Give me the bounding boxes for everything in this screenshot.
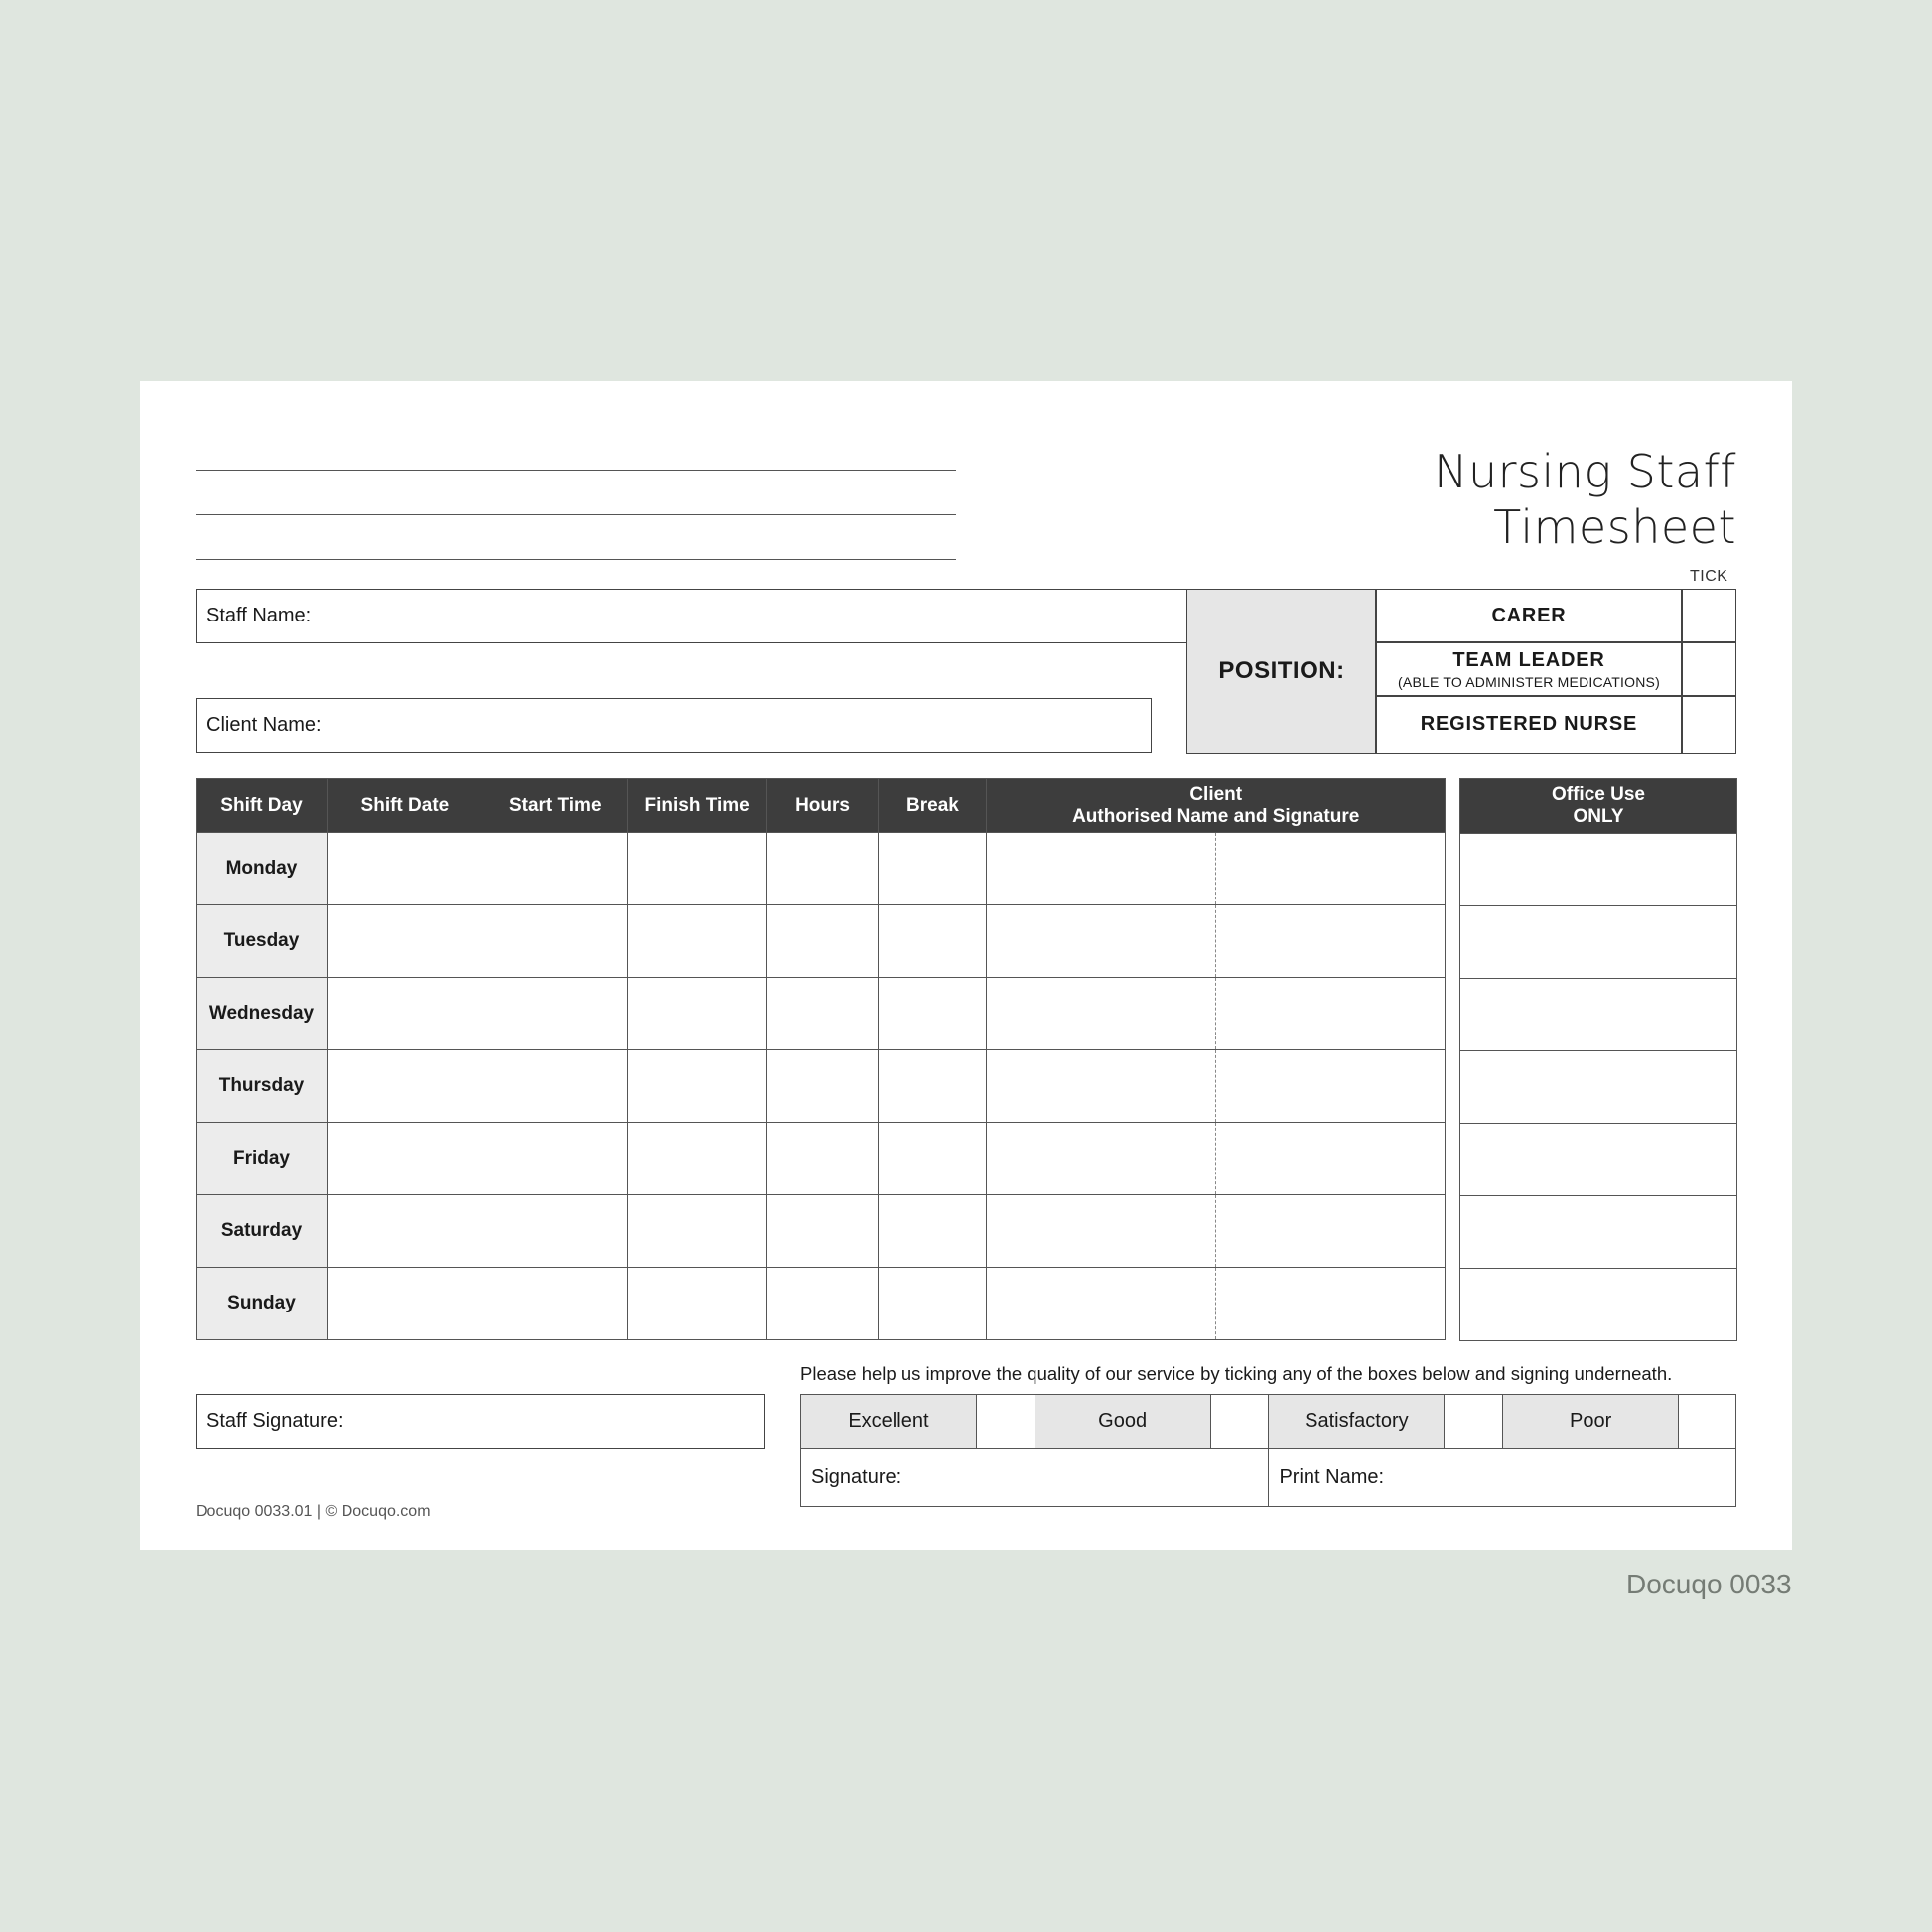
page-title-line-1: Nursing Staff <box>1434 445 1736 498</box>
office-use-header <box>1460 779 1737 834</box>
day-cell: Sunday <box>197 1268 328 1340</box>
feedback-signature-label: Signature: <box>811 1465 902 1488</box>
position-option-registered-nurse <box>1375 695 1683 754</box>
table-row <box>197 905 1446 978</box>
office-use-cell[interactable] <box>1460 1196 1737 1269</box>
office-use-cell[interactable] <box>1460 906 1737 979</box>
header-blank-line-3[interactable] <box>196 559 956 560</box>
start-time-cell[interactable] <box>483 833 627 905</box>
client-signature-cell[interactable] <box>1216 1268 1446 1340</box>
tick-box-registered-nurse[interactable] <box>1681 695 1736 754</box>
rating-table <box>800 1394 1736 1507</box>
day-cell: Wednesday <box>197 978 328 1050</box>
hours-cell[interactable] <box>766 1195 879 1268</box>
finish-time-cell[interactable] <box>627 978 766 1050</box>
shift-date-cell[interactable] <box>327 1123 483 1195</box>
office-use-cell[interactable] <box>1460 1124 1737 1196</box>
break-cell[interactable] <box>879 1050 987 1123</box>
table-row <box>197 1268 1446 1340</box>
position-option-team-leader-label: TEAM LEADER <box>1452 648 1605 671</box>
client-name-cell[interactable] <box>987 905 1216 978</box>
tick-box-carer[interactable] <box>1681 589 1736 643</box>
finish-time-cell[interactable] <box>627 833 766 905</box>
client-name-cell[interactable] <box>987 833 1216 905</box>
client-signature-cell[interactable] <box>1216 1195 1446 1268</box>
client-name-field[interactable] <box>196 698 1152 753</box>
header-client-line-1: Client <box>1189 783 1243 805</box>
header-shift-day: Shift Day <box>197 779 328 833</box>
header-finish-time: Finish Time <box>627 779 766 833</box>
finish-time-cell[interactable] <box>627 905 766 978</box>
header-shift-date: Shift Date <box>327 779 483 833</box>
rating-satisfactory-tick-box[interactable] <box>1445 1395 1503 1449</box>
header-break: Break <box>879 779 987 833</box>
position-option-team-leader-note: (ABLE TO ADMINISTER MEDICATIONS) <box>1398 673 1660 690</box>
break-cell[interactable] <box>879 978 987 1050</box>
office-use-cell[interactable] <box>1460 1269 1737 1341</box>
page-title-line-2: Timesheet <box>1493 500 1736 554</box>
office-use-header-line-2: ONLY <box>1573 806 1624 827</box>
office-use-table <box>1459 778 1737 1341</box>
start-time-cell[interactable] <box>483 905 627 978</box>
hours-cell[interactable] <box>766 978 879 1050</box>
timesheet-sheet <box>140 381 1792 1550</box>
tick-box-team-leader[interactable] <box>1681 641 1736 697</box>
shift-date-cell[interactable] <box>327 1050 483 1123</box>
position-option-team-leader <box>1375 641 1683 697</box>
office-use-cell[interactable] <box>1460 1051 1737 1124</box>
client-signature-cell[interactable] <box>1216 1123 1446 1195</box>
rating-excellent-label: Excellent <box>801 1395 977 1449</box>
office-use-cell[interactable] <box>1460 834 1737 906</box>
finish-time-cell[interactable] <box>627 1268 766 1340</box>
shift-table <box>196 778 1446 1340</box>
feedback-print-name-label: Print Name: <box>1279 1465 1385 1488</box>
hours-cell[interactable] <box>766 1050 879 1123</box>
staff-signature-field[interactable] <box>196 1394 765 1449</box>
header-hours: Hours <box>766 779 879 833</box>
position-option-carer <box>1375 589 1683 643</box>
position-label <box>1186 589 1377 754</box>
break-cell[interactable] <box>879 833 987 905</box>
rating-poor-tick-box[interactable] <box>1679 1395 1736 1449</box>
hours-cell[interactable] <box>766 1123 879 1195</box>
header-client-authorisation <box>987 779 1446 833</box>
feedback-signature-field[interactable] <box>801 1449 1269 1507</box>
start-time-cell[interactable] <box>483 978 627 1050</box>
shift-date-cell[interactable] <box>327 1268 483 1340</box>
shift-date-cell[interactable] <box>327 833 483 905</box>
break-cell[interactable] <box>879 1268 987 1340</box>
client-name-label: Client Name: <box>207 714 322 736</box>
staff-name-label: Staff Name: <box>207 605 312 626</box>
finish-time-cell[interactable] <box>627 1050 766 1123</box>
header-blank-line-2[interactable] <box>196 514 956 515</box>
table-row <box>197 1050 1446 1123</box>
page-title <box>1434 444 1736 555</box>
position-option-carer-label: CARER <box>1491 605 1567 626</box>
client-signature-cell[interactable] <box>1216 905 1446 978</box>
shift-date-cell[interactable] <box>327 905 483 978</box>
start-time-cell[interactable] <box>483 1050 627 1123</box>
tick-column-label: TICK <box>1690 568 1728 585</box>
day-cell: Saturday <box>197 1195 328 1268</box>
staff-name-field[interactable] <box>196 589 1188 643</box>
break-cell[interactable] <box>879 905 987 978</box>
header-start-time: Start Time <box>483 779 627 833</box>
client-signature-cell[interactable] <box>1216 978 1446 1050</box>
shift-date-cell[interactable] <box>327 978 483 1050</box>
rating-good-label: Good <box>1035 1395 1210 1449</box>
break-cell[interactable] <box>879 1195 987 1268</box>
document-footer: Docuqo 0033.01 | © Docuqo.com <box>196 1503 431 1520</box>
rating-poor-label: Poor <box>1503 1395 1679 1449</box>
table-row <box>197 1195 1446 1268</box>
shift-date-cell[interactable] <box>327 1195 483 1268</box>
client-name-cell[interactable] <box>987 1195 1216 1268</box>
client-name-cell[interactable] <box>987 978 1216 1050</box>
finish-time-cell[interactable] <box>627 1123 766 1195</box>
finish-time-cell[interactable] <box>627 1195 766 1268</box>
start-time-cell[interactable] <box>483 1195 627 1268</box>
feedback-print-name-field[interactable] <box>1269 1449 1736 1507</box>
client-signature-cell[interactable] <box>1216 833 1446 905</box>
client-signature-cell[interactable] <box>1216 1050 1446 1123</box>
break-cell[interactable] <box>879 1123 987 1195</box>
client-name-cell[interactable] <box>987 1050 1216 1123</box>
rating-good-tick-box[interactable] <box>1210 1395 1269 1449</box>
day-cell: Friday <box>197 1123 328 1195</box>
hours-cell[interactable] <box>766 905 879 978</box>
day-cell: Monday <box>197 833 328 905</box>
start-time-cell[interactable] <box>483 1123 627 1195</box>
feedback-prompt: Please help us improve the quality of our service by ticking any of the boxes below and signing underneath. <box>800 1363 1673 1384</box>
staff-signature-label: Staff Signature: <box>207 1410 344 1432</box>
client-name-cell[interactable] <box>987 1268 1216 1340</box>
rating-excellent-tick-box[interactable] <box>976 1395 1035 1449</box>
office-use-header-line-1: Office Use <box>1552 784 1645 805</box>
position-option-registered-nurse-label: REGISTERED NURSE <box>1420 713 1638 735</box>
header-client-line-2: Authorised Name and Signature <box>1072 805 1360 827</box>
office-use-cell[interactable] <box>1460 979 1737 1051</box>
table-row <box>197 978 1446 1050</box>
client-name-cell[interactable] <box>987 1123 1216 1195</box>
start-time-cell[interactable] <box>483 1268 627 1340</box>
rating-satisfactory-label: Satisfactory <box>1269 1395 1445 1449</box>
document-id-watermark: Docuqo 0033 <box>1626 1569 1792 1599</box>
table-row <box>197 833 1446 905</box>
hours-cell[interactable] <box>766 833 879 905</box>
hours-cell[interactable] <box>766 1268 879 1340</box>
table-row <box>197 1123 1446 1195</box>
day-cell: Thursday <box>197 1050 328 1123</box>
day-cell: Tuesday <box>197 905 328 978</box>
position-label-text: POSITION: <box>1218 657 1345 684</box>
header-blank-line-1[interactable] <box>196 470 956 471</box>
